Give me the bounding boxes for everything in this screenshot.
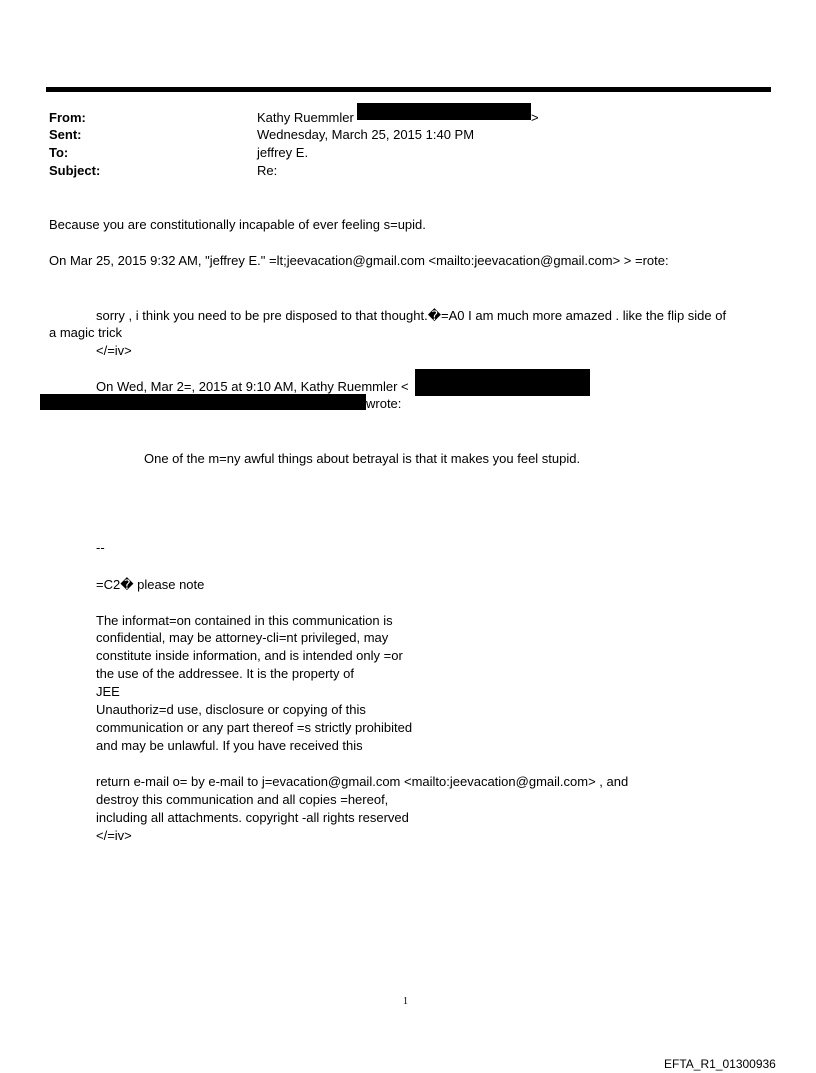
disclaimer-line: JEE — [96, 684, 120, 699]
to-label: To: — [49, 145, 69, 160]
please-note-line: =C2� please note — [96, 577, 205, 592]
disclaimer-line: constitute inside information, and is intended only =or — [96, 648, 403, 663]
sent-label: Sent: — [49, 127, 82, 142]
body-line-quote-header: On Mar 25, 2015 9:32 AM, "jeffrey E." =lt;jeevacation@gmail.com <mailto:jeevacation@gmail.com> > =rote: — [49, 253, 669, 268]
sent-value: Wednesday, March 25, 2015 1:40 PM — [257, 127, 475, 142]
from-suffix: > — [531, 110, 539, 125]
body-line-sorry: sorry , i think you need to be pre disposed to that thought.�=A0 I am much more amazed . like the flip side of — [96, 308, 727, 323]
disclaimer-line: Unauthoriz=d use, disclosure or copying of this — [96, 702, 366, 717]
return-line: destroy this communication and all copies =hereof, — [96, 792, 389, 807]
return-line: </=iv> — [96, 828, 132, 843]
signature-separator: -- — [96, 540, 105, 555]
redaction-email-2 — [40, 394, 366, 410]
return-line: including all attachments. copyright -all rights reserved — [96, 810, 409, 825]
header-rule — [46, 87, 771, 92]
subject-value: Re: — [257, 163, 278, 178]
redaction-from — [357, 103, 531, 120]
document-id: EFTA_R1_01300936 — [664, 1057, 776, 1071]
to-value: jeffrey E. — [257, 145, 309, 160]
disclaimer-line: the use of the addressee. It is the property of — [96, 666, 354, 681]
from-label: From: — [49, 110, 86, 125]
body-line-div1: </=iv> — [96, 343, 132, 358]
subject-label: Subject: — [49, 163, 101, 178]
from-value: Kathy Ruemmler — [257, 110, 354, 125]
disclaimer-line: and may be unlawful. If you have received this — [96, 738, 363, 753]
disclaimer-line: communication or any part thereof =s strictly prohibited — [96, 720, 413, 735]
body-line-wrote: wrote: — [366, 396, 402, 411]
page-number: 1 — [403, 996, 408, 1007]
redaction-email-1 — [415, 369, 590, 396]
return-line: return e-mail o= by e-mail to j=evacation@gmail.com <mailto:jeevacation@gmail.com> , and — [96, 774, 629, 789]
disclaimer-line: The informat=on contained in this communication is — [96, 613, 393, 628]
body-line-reply: Because you are constitutionally incapable of ever feeling s=upid. — [49, 217, 426, 232]
disclaimer-line: confidential, may be attorney-cli=nt privileged, may — [96, 630, 389, 645]
body-line-betrayal: One of the m=ny awful things about betrayal is that it makes you feel stupid. — [144, 451, 581, 466]
body-line-quote-header2: On Wed, Mar 2=, 2015 at 9:10 AM, Kathy Ruemmler < — [96, 379, 409, 394]
body-line-sorry-cont: a magic trick — [49, 325, 122, 340]
